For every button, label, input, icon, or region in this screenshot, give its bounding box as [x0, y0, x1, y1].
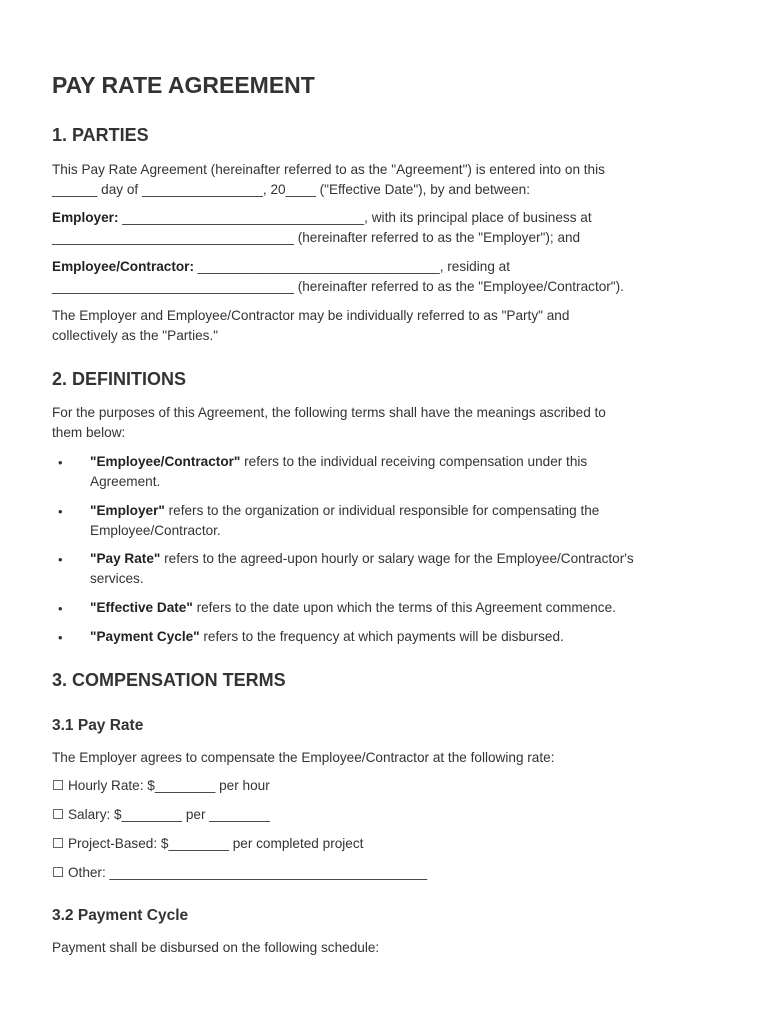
list-item [90, 501, 730, 540]
text-line: The Employer and Employee/Contractor may be individually referred to as "Party" and [52, 308, 570, 323]
subsection-heading-pay-rate: 3.1 Pay Rate [52, 717, 144, 734]
definition-text: refers to the agreed-upon hourly or salary wage for the Employee/Contractor's [160, 551, 634, 566]
employer-label: Employer: [52, 210, 119, 225]
definition-term: "Employee/Contractor" [90, 454, 241, 469]
text-line: Employee/Contractor. [90, 522, 221, 538]
definition-term: "Employer" [90, 503, 165, 518]
pay-rate-intro: The Employer agrees to compensate the Employee/Contractor at the following rate: [52, 750, 555, 765]
document-title: PAY RATE AGREEMENT [52, 72, 315, 98]
employee-paragraph [52, 257, 722, 296]
bullet-icon: • [58, 504, 63, 519]
bullet-icon: • [58, 552, 63, 567]
checkbox-option-other[interactable]: ☐ Other: __________________________________________ [52, 865, 428, 880]
definition-term: "Pay Rate" [90, 551, 161, 566]
bullet-icon: • [58, 601, 63, 616]
text-line: ______ day of ________________, 20____ ("Effective Date"), by and between: [52, 181, 530, 197]
text-line: ________________________________ (hereinafter referred to as the "Employer"); and [52, 229, 581, 245]
list-item [90, 452, 730, 491]
employee-label: Employee/Contractor: [52, 259, 195, 274]
checkbox-option-hourly[interactable]: ☐ Hourly Rate: $________ per hour [52, 778, 270, 793]
text-line [52, 257, 722, 277]
text-line: Agreement. [90, 473, 161, 489]
parties-collective-paragraph [52, 306, 722, 345]
text-line [52, 208, 722, 228]
list-item [90, 549, 730, 588]
bullet-icon: • [58, 455, 63, 470]
text-line: For the purposes of this Agreement, the following terms shall have the meanings ascribed to [52, 405, 606, 420]
section-heading-definitions: 2. DEFINITIONS [52, 369, 187, 389]
payment-cycle-intro: Payment shall be disbursed on the following schedule: [52, 940, 380, 955]
text-line: This Pay Rate Agreement (hereinafter referred to as the "Agreement") is entered into on this [52, 162, 605, 177]
text-line: services. [90, 570, 144, 586]
definition-term: "Effective Date" [90, 600, 193, 615]
employer-blank-text: ________________________________, with its principal place of business at [118, 210, 592, 225]
employer-paragraph [52, 208, 722, 247]
definitions-intro-paragraph [52, 403, 722, 442]
employee-blank-text: ________________________________, residing at [194, 259, 510, 274]
text-line [90, 501, 730, 521]
section-heading-compensation: 3. COMPENSATION TERMS [52, 670, 286, 690]
definition-text: refers to the organization or individual responsible for compensating the [164, 503, 600, 518]
bullet-icon: • [58, 630, 63, 645]
parties-intro-paragraph [52, 160, 722, 199]
text-line [90, 627, 730, 647]
text-line [90, 452, 730, 472]
text-line: ________________________________ (hereinafter referred to as the "Employee/Contractor"). [52, 278, 624, 294]
section-heading-parties: 1. PARTIES [52, 125, 149, 145]
text-line: them below: [52, 424, 126, 440]
list-item [90, 598, 730, 618]
subsection-heading-payment-cycle: 3.2 Payment Cycle [52, 907, 189, 924]
definition-text: refers to the date upon which the terms of this Agreement commence. [192, 600, 616, 615]
checkbox-option-salary[interactable]: ☐ Salary: $________ per ________ [52, 807, 270, 822]
text-line [90, 549, 730, 569]
checkbox-option-project[interactable]: ☐ Project-Based: $________ per completed project [52, 836, 364, 851]
definition-text: refers to the frequency at which payments will be disbursed. [199, 629, 564, 644]
list-item [90, 627, 730, 647]
definition-text: refers to the individual receiving compensation under this [240, 454, 588, 469]
text-line [90, 598, 730, 618]
text-line: collectively as the "Parties." [52, 327, 219, 343]
definition-term: "Payment Cycle" [90, 629, 200, 644]
